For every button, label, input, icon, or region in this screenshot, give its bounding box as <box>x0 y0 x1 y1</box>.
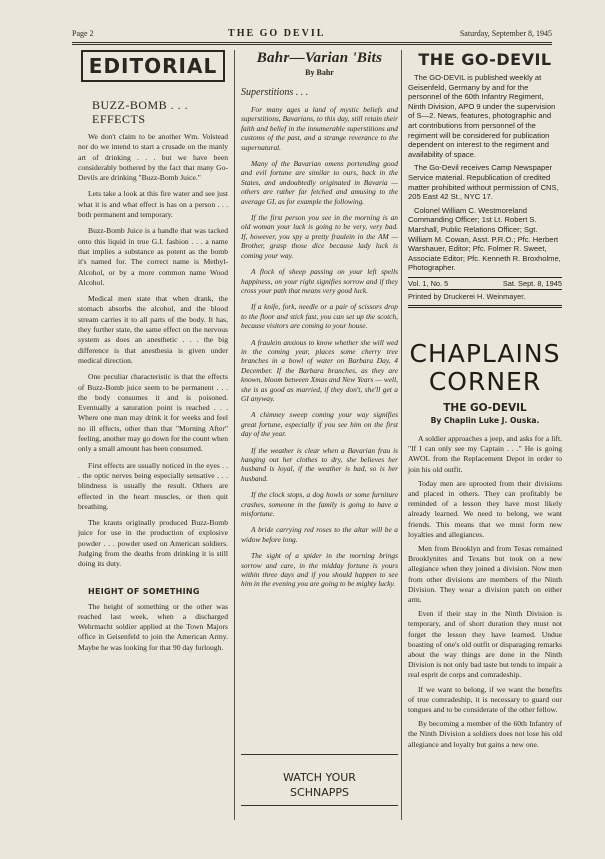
editorial-paragraph: We don't claim to be another Wm. Volstead nor do we intend to start a crusade on the manly art of drinking . . . but we have been considerably bothered by the fact that many Go-Devils are drinking "Buzz-Bomb Juice." <box>78 132 228 183</box>
editorial-paragraph: One peculiar characteristic is that the effects of Buzz-Bomb juice seem to be permanent . . . the body consumes it and is poisoned. Eventually a saturation point is reached . . . Where one man may drink it for weeks and feel no ill effects, other than that "Morning After" feeling, another may go down for the count when only a small amount has been consumed. <box>78 372 228 454</box>
masthead-rule <box>72 42 552 43</box>
chaplain-paragraph: If we want to belong, if we want the benefits of true comradeship, it is necessary to guard our tongues and to be considerate of the other fellow. <box>408 684 562 715</box>
bahr-section-title: Superstitions . . . <box>241 87 309 98</box>
bahr-paragraph: A bride carrying red roses to the altar will be a widow before long. <box>241 525 398 544</box>
chaplains-title-line2: CORNER <box>428 367 542 396</box>
editorial-paragraph: The krauts originally produced Buzz-Bomb juice for use in the production of explosive powder . . . powder used on American soldiers. Judging from the deaths from drinking it is still doing its duty. <box>78 518 228 569</box>
chaplains-body <box>408 430 562 750</box>
printer-line: Printed by Druckerei H. Weinmayer. <box>408 291 526 301</box>
watch-line2: SCHNAPPS <box>290 786 349 799</box>
column-divider <box>234 50 235 820</box>
chaplains-corner-title <box>408 340 562 396</box>
bahr-paragraph: If a knife, fork, needle or a pair of scissors drop to the floor and stick fast, you can set up the scotch, because visitors are coming to your house. <box>241 302 398 331</box>
bahr-title: Bahr—Varian 'Bits <box>256 50 383 66</box>
section-rule <box>408 305 562 308</box>
chaplains-title-line1: CHAPLAINS <box>409 339 561 368</box>
bahr-paragraph: The sight of a spider in the morning brings sorrow and care, in the midday fortune is yours within three days and if you should happen to see him in the evening you are going to be mighty lucky. <box>241 551 398 589</box>
watch-line1: WATCH YOUR <box>283 771 356 784</box>
bahr-paragraph: A chimney sweep coming your way signifies great fortune, especially if you see him on the first day of the year. <box>241 410 398 439</box>
sub-paragraph: The height of something or the other was reached last week, when a discharged Wehrmacht soldier applied at the Town Majors office in Geisenfeld to join the American Army. Maybe he was looking for that 90 day furlough. <box>78 601 228 652</box>
chaplain-paragraph: By becoming a member of the 60th Infantry of the Ninth Division a soldiers does not lose his old allegiance and loyalty but gains a new one. <box>408 719 562 749</box>
paper-title: THE GO DEVIL <box>228 27 326 39</box>
godevil-staff: Colonel William C. Westmoreland Commanding Officer; 1st Lt. Robert S. Marshall, Public Relations Officer; Sgt. William M. Cowan, Asst. P.R.O.; Pfc. Herbert Warshauer, Editor; Pfc. Folmer R. Sweet, Associate Editor; Pfc. Kenneth R. Broxholme, Photographer. <box>408 205 561 273</box>
bahr-paragraph: Many of the Bavarian omens portending good and evil fortune are similar to ours, back in the States, and undoubtedly originated in Bavaria — others are rather far fetched and amusing to the average GI, as for example the following. <box>241 159 398 206</box>
volume-line <box>408 277 562 290</box>
volume-date: Sat. Sept. 8, 1945 <box>502 278 562 288</box>
editorial-heading-line1: BUZZ-BOMB . . . <box>92 98 189 112</box>
bahr-paragraph: For many ages a land of mystic beliefs and superstitions, Bavarians, to this day, still retain their faith and belief in the innumerable superstitions and customs of the past, and a strange reverance to the supernatural. <box>241 105 398 152</box>
bahr-paragraph: If the weather is clear when a Bavarian frau is hanging out her clothes to dry, she believes her husband is loyal, if the weather is bad, so is her husband. <box>241 445 398 483</box>
watch-your-schnapps <box>241 770 398 800</box>
editorial-column <box>78 50 228 653</box>
page-number: Page 2 <box>72 28 94 38</box>
masthead <box>72 26 552 40</box>
bahr-paragraph: If the first person you see in the morning is an old woman your luck is going to be very, very bad. If, however, you spy a pretty fraulein in the AM — Brother, grasp those dice because lady luck is coming your way. <box>241 213 398 260</box>
sub-heading: HEIGHT OF SOMETHING <box>88 586 200 596</box>
bahr-paragraph: A flock of sheep passing on your left spells happiness, on your right signifies sorrow and if they cross your path that means very good luck. <box>241 267 398 295</box>
bahr-column <box>241 50 398 589</box>
chaplain-paragraph: Today men are uprooted from their divisions and placed in others. They can profitably be reminded of a lesson they have most likely already learned. We need to belong, we want friends. This means that we must form new loyalties and allegiances. <box>408 478 562 539</box>
chaplains-subheading: THE GO-DEVIL <box>443 402 527 414</box>
editorial-label: EDITORIAL <box>81 50 225 82</box>
editorial-paragraph: Lets take a look at this fire water and see just what it is and what effect is has on a person . . . both permanent and temporary. <box>78 189 228 220</box>
masthead-rule-double <box>72 44 552 45</box>
issue-date: Saturday, September 8, 1945 <box>459 28 552 38</box>
bahr-byline: By Bahr <box>305 68 334 77</box>
editorial-paragraph: Buzz-Bomb Juice is a handle that was tacked onto this liquid in true G.I. fashion . . . a name that implies a substance as potent as the bomb it's named for. The correct name is Methyl-Alcohol, or by a more common name Wood Alcohol. <box>78 226 228 287</box>
volume-number: Vol. 1, No. 5 <box>408 278 449 288</box>
godevil-info-column <box>408 50 562 308</box>
bahr-paragraph: A fraulein anxious to know whether she will wed in the coming year, places some cherry tree branches in a bowl of water on Barbara Day, 4 December. If the Barbara branches, as they are known, bloom between Xmas and New Years — well, she is as good as married, if they don't, she'll get a GI anyway. <box>241 337 398 403</box>
chaplain-paragraph: Men from Brooklyn and from Texas remained Brooklynites and Texans but took on a new allegiance when they joined a division. Now men from other divisions are members of the Ninth Division. They wear a division patch on either arm. <box>408 544 562 605</box>
bahr-paragraph: If the clock stops, a dog howls or some furniture crashes, someone in the family is going to have a misfortune. <box>241 490 398 519</box>
column-divider <box>401 50 402 820</box>
godevil-heading: THE GO-DEVIL <box>418 50 552 69</box>
chaplain-paragraph: A soldier approaches a jeep, and asks for a lift. "If I can only see my Captain . . ." He is going AWOL from the Replacement Depot in order to join his old outfit. <box>408 434 562 474</box>
chaplain-paragraph: Even if their stay in the Ninth Division is temporary, and of short duration they must not forget the lesson they have learned. Undue boasting of one's old outfit or disparaging remarks about the way things are done in the Ninth Division is not only bad taste but tends to impair a real esprit de corps and comradeship. <box>408 609 562 680</box>
watch-box-rule <box>241 805 398 806</box>
editorial-paragraph: Medical men state that when drank, the stomach absorbs the alcohol, and the blood stream carries it to all parts of the body. It has, they further state, the same effect on the nervous system as does an anesthetic . . . the big difference is that anesthesia is given under medical direction. <box>78 294 228 365</box>
godevil-info: The Go-Devil receives Camp Newspaper Service material. Republication of credited matter prohibited without permission of CNS, 205 East 42 St., NYC 17. <box>408 163 559 202</box>
editorial-heading-line2: EFFECTS <box>92 112 146 126</box>
godevil-info: The GO-DEVIL is published weekly at Geisenfeld, Germany by and for the personnel of the 60th Infantry Regiment, Ninth Division, APO 9 under the supervision of S—2. News, features, photographic and art contributions from personnel of the regiment will be considered for publication dependent on interest to the regiment and availability of space. <box>408 73 556 159</box>
chaplains-byline: By Chaplin Luke J. Ouska. <box>430 416 540 425</box>
editorial-paragraph: First effects are usually noticed in the eyes . . . the optic nerves being especially sensative . . . blindness is usually the result. Others are effected in the heart muscles, or then quit breathing. <box>78 460 228 511</box>
watch-box-rule <box>241 754 398 755</box>
editorial-heading <box>92 98 228 126</box>
